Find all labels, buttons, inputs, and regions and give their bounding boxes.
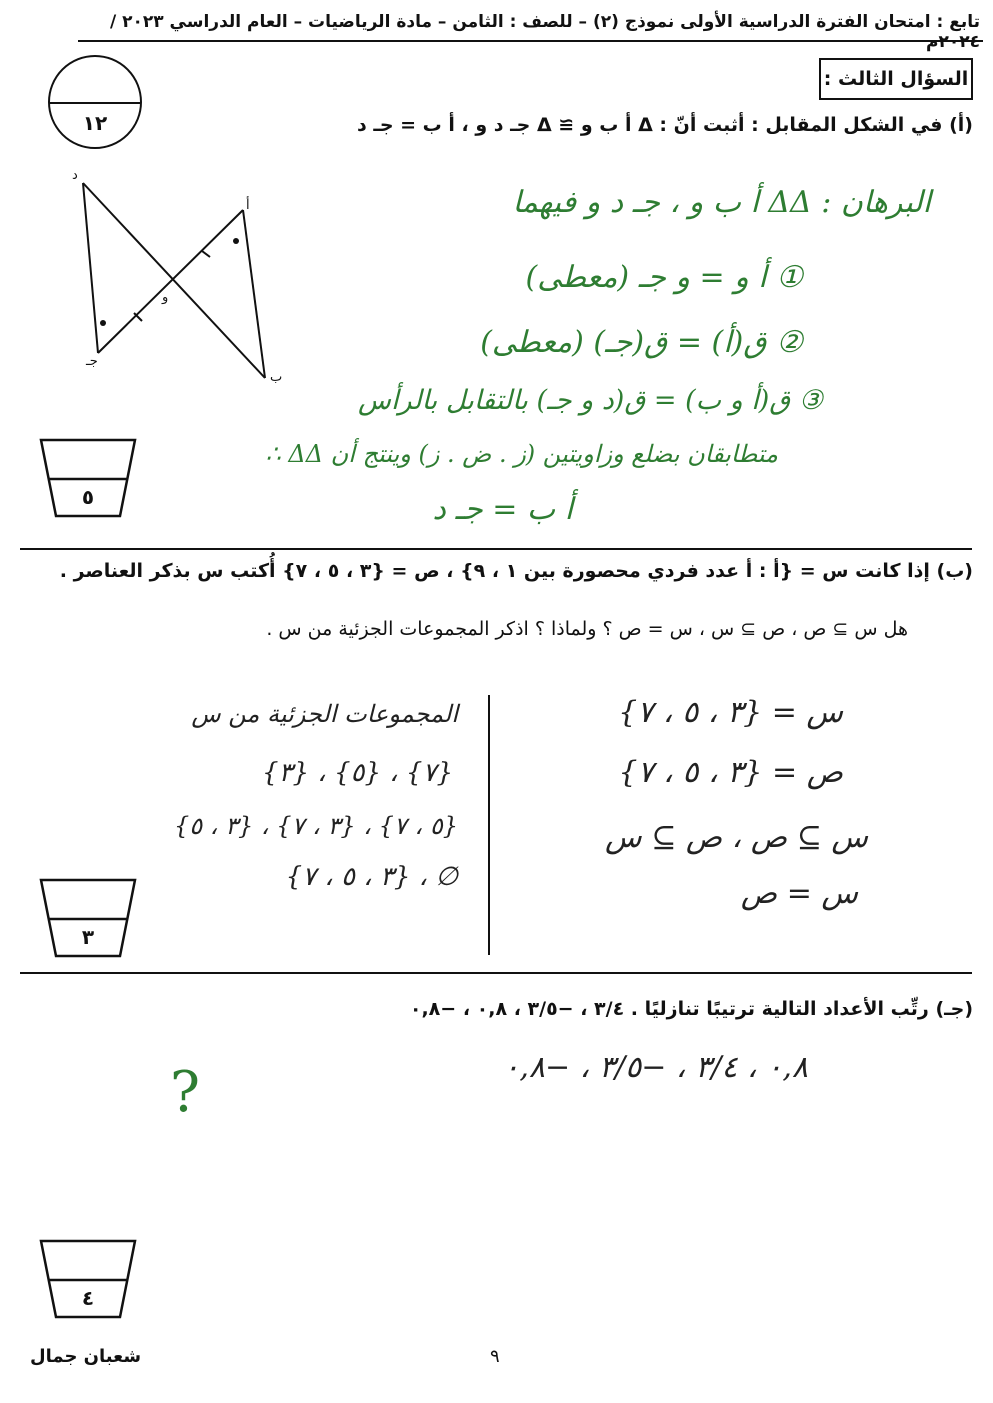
answer-a-line-6: أ ب = جـ د [432, 492, 573, 527]
part-b-answer-separator [488, 695, 490, 955]
part-b-question-line-1: (ب) إذا كانت س = {أ : أ عدد فردي محصورة بين ١ ، ٩} ، ص = {٣ ، ٥ ، ٧} أُكتب س بذكر العناصر . [59, 560, 973, 582]
label-w: و [162, 290, 169, 305]
answer-b-left-3: {٣ ، ٥} ، {٣ ، ٧} ، {٥ ، ٧} [173, 812, 458, 840]
answer-b-left-2: {٣} ، {٥} ، {٧} [261, 758, 453, 788]
header-rule [78, 40, 983, 42]
part-a-figure [60, 165, 300, 390]
answer-b-right-3: س ⊇ ص ، ص ⊇ س [605, 820, 868, 855]
footer-author: شعبان جمال [30, 1346, 142, 1367]
label-b: ب [270, 370, 283, 385]
label-d: د [72, 168, 78, 183]
segment-d-b [83, 183, 265, 378]
part-b-score: ٣ [81, 925, 95, 949]
question-title: السؤال الثالث : [819, 58, 973, 100]
label-a: أ [246, 198, 250, 213]
answer-a-line-2: ① أ و = و جـ (معطى) [525, 260, 803, 295]
divider-b-c [20, 972, 972, 974]
answer-a-line-4: ③ ق(أ و ب) = ق(د و جـ) بالتقابل بالرأس [357, 385, 823, 416]
tick-mark-1 [202, 251, 210, 257]
exam-header: تابع : امتحان الفترة الدراسية الأولى نموذج (٢) – للصف : الثامن – مادة الرياضيات – العام الدراسي ٢٠٢٣ / ٢٠٢٤م [109, 12, 980, 52]
angle-dot-j [100, 320, 106, 326]
part-b-score-cup [38, 877, 138, 959]
page-number: ٩ [490, 1346, 500, 1367]
answer-b-left-1: المجموعات الجزئية من س [191, 700, 458, 728]
segment-a-b [243, 210, 265, 378]
answer-c: ٠,٨ ، ٣/٤ ، −٣/٥ ، −٠,٨ [503, 1050, 808, 1085]
answer-a-line-1: البرهان : ΔΔ أ ب و ، جـ د و فيهما [512, 185, 931, 220]
answer-a-line-3: ② ق(أ) = ق(جـ) (معطى) [480, 325, 803, 360]
answer-b-right-4: س = ص [740, 876, 858, 911]
part-c-score: ٤ [81, 1286, 95, 1310]
part-c-score-cup [38, 1238, 138, 1320]
total-score: ١٢ [82, 111, 108, 135]
label-j: جـ [86, 354, 98, 369]
circle-divider [50, 102, 140, 104]
part-a-score-cup [38, 437, 138, 519]
part-c-question: (جـ) رتِّب الأعداد التالية ترتيبًا تنازليًا . ٣/٤ ، −٣/٥ ، ٠,٨ ، −٠,٨ [409, 998, 973, 1020]
answer-b-left-4: {٣ ، ٥ ، ٧} ، ∅ [285, 862, 458, 892]
total-score-circle [48, 55, 142, 149]
divider-a-b [20, 548, 972, 550]
part-a-question: (أ) في الشكل المقابل : أثبت أنّ : Δ أ ب و ≅ Δ جـ د و ، أ ب = جـ د [356, 114, 973, 136]
grader-question-mark: ? [170, 1060, 201, 1125]
part-a-score: ٥ [81, 485, 95, 509]
answer-b-right-2: ص = {٣ ، ٥ ، ٧} [618, 755, 843, 790]
answer-b-right-1: س = {٣ ، ٥ ، ٧} [618, 695, 843, 730]
answer-a-line-5: ∴ ΔΔ متطابقان بضلع وزاويتين (ز . ض . ز) وينتج أن [265, 440, 778, 468]
angle-dot-a [233, 238, 239, 244]
part-b-question-line-2: هل س ⊇ ص ، ص ⊇ س ، س = ص ؟ ولماذا ؟ اذكر المجموعات الجزئية من س . [266, 618, 908, 640]
segment-d-j [83, 183, 98, 353]
